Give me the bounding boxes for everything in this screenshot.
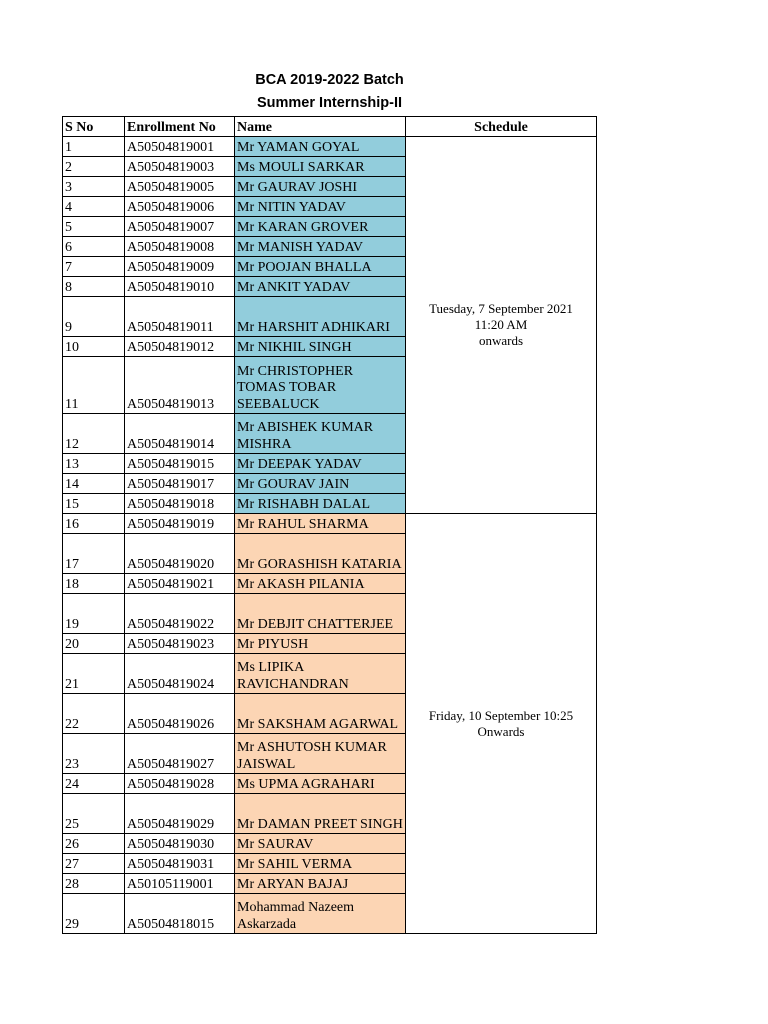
document-title: BCA 2019-2022 Batch [255, 72, 404, 88]
cell-enrollment: A50504819012 [125, 337, 235, 357]
cell-name: Mr AKASH PILANIA [235, 574, 406, 594]
cell-enrollment: A50504819005 [125, 177, 235, 197]
cell-enrollment: A50504819010 [125, 277, 235, 297]
cell-sno: 22 [63, 694, 125, 734]
cell-enrollment: A50504819030 [125, 834, 235, 854]
cell-sno: 14 [63, 474, 125, 494]
cell-name: Ms LIPIKA RAVICHANDRAN [235, 654, 406, 694]
cell-enrollment: A50504819007 [125, 217, 235, 237]
cell-enrollment: A50504819013 [125, 357, 235, 414]
cell-sno: 25 [63, 794, 125, 834]
cell-name: Mohammad Nazeem Askarzada [235, 894, 406, 934]
cell-sno: 24 [63, 774, 125, 794]
header-enrollment: Enrollment No [125, 117, 235, 137]
cell-name: Mr PIYUSH [235, 634, 406, 654]
cell-enrollment: A50504819009 [125, 257, 235, 277]
cell-sno: 16 [63, 514, 125, 534]
cell-enrollment: A50504819027 [125, 734, 235, 774]
cell-name: Mr SAURAV [235, 834, 406, 854]
cell-name: Mr POOJAN BHALLA [235, 257, 406, 277]
cell-enrollment: A50504819003 [125, 157, 235, 177]
cell-sno: 26 [63, 834, 125, 854]
cell-sno: 4 [63, 197, 125, 217]
cell-enrollment: A50504819021 [125, 574, 235, 594]
cell-name: Mr HARSHIT ADHIKARI [235, 297, 406, 337]
cell-name: Mr NITIN YADAV [235, 197, 406, 217]
cell-enrollment: A50105119001 [125, 874, 235, 894]
cell-enrollment: A50504819001 [125, 137, 235, 157]
cell-name: Mr RAHUL SHARMA [235, 514, 406, 534]
cell-name: Ms MOULI SARKAR [235, 157, 406, 177]
cell-enrollment: A50504819006 [125, 197, 235, 217]
cell-enrollment: A50504819015 [125, 454, 235, 474]
cell-name: Mr DEEPAK YADAV [235, 454, 406, 474]
cell-name: Mr GORASHISH KATARIA [235, 534, 406, 574]
cell-sno: 21 [63, 654, 125, 694]
cell-name: Mr ARYAN BAJAJ [235, 874, 406, 894]
cell-enrollment: A50504819026 [125, 694, 235, 734]
cell-name: Mr DAMAN PREET SINGH [235, 794, 406, 834]
cell-enrollment: A50504819031 [125, 854, 235, 874]
document-subtitle: Summer Internship-II [256, 95, 403, 111]
cell-name: Mr GOURAV JAIN [235, 474, 406, 494]
cell-enrollment: A50504819028 [125, 774, 235, 794]
cell-sno: 23 [63, 734, 125, 774]
cell-enrollment: A50504819018 [125, 494, 235, 514]
cell-sno: 12 [63, 414, 125, 454]
cell-enrollment: A50504819008 [125, 237, 235, 257]
cell-sno: 5 [63, 217, 125, 237]
cell-enrollment: A50504819020 [125, 534, 235, 574]
cell-sno: 28 [63, 874, 125, 894]
cell-name: Mr ANKIT YADAV [235, 277, 406, 297]
cell-name: Mr CHRISTOPHER TOMAS TOBAR SEEBALUCK [235, 357, 406, 414]
cell-name: Mr YAMAN GOYAL [235, 137, 406, 157]
table-header-row [63, 117, 597, 137]
cell-enrollment: A50504819024 [125, 654, 235, 694]
schedule-group-2: Friday, 10 September 10:25 Onwards [406, 514, 597, 934]
cell-sno: 6 [63, 237, 125, 257]
cell-name: Mr RISHABH DALAL [235, 494, 406, 514]
header-name: Name [235, 117, 406, 137]
cell-name: Mr DEBJIT CHATTERJEE [235, 594, 406, 634]
cell-sno: 7 [63, 257, 125, 277]
cell-sno: 2 [63, 157, 125, 177]
cell-name: Mr ABISHEK KUMAR MISHRA [235, 414, 406, 454]
cell-enrollment: A50504819011 [125, 297, 235, 337]
cell-enrollment: A50504819023 [125, 634, 235, 654]
cell-sno: 20 [63, 634, 125, 654]
cell-sno: 1 [63, 137, 125, 157]
cell-name: Mr SAHIL VERMA [235, 854, 406, 874]
cell-sno: 3 [63, 177, 125, 197]
cell-sno: 9 [63, 297, 125, 337]
cell-sno: 13 [63, 454, 125, 474]
schedule-group-1: Tuesday, 7 September 2021 11:20 AM onwards [406, 137, 597, 514]
cell-sno: 10 [63, 337, 125, 357]
cell-name: Mr KARAN GROVER [235, 217, 406, 237]
cell-enrollment: A50504819019 [125, 514, 235, 534]
cell-name: Mr GAURAV JOSHI [235, 177, 406, 197]
cell-name: Ms UPMA AGRAHARI [235, 774, 406, 794]
table-body [63, 137, 597, 934]
cell-enrollment: A50504819029 [125, 794, 235, 834]
cell-enrollment: A50504819022 [125, 594, 235, 634]
cell-name: Mr NIKHIL SINGH [235, 337, 406, 357]
cell-enrollment: A50504818015 [125, 894, 235, 934]
cell-sno: 8 [63, 277, 125, 297]
cell-name: Mr SAKSHAM AGARWAL [235, 694, 406, 734]
cell-name: Mr ASHUTOSH KUMAR JAISWAL [235, 734, 406, 774]
cell-sno: 29 [63, 894, 125, 934]
table-row [63, 514, 597, 534]
cell-enrollment: A50504819017 [125, 474, 235, 494]
cell-sno: 15 [63, 494, 125, 514]
cell-sno: 11 [63, 357, 125, 414]
cell-sno: 18 [63, 574, 125, 594]
header-sno: S No [63, 117, 125, 137]
cell-sno: 19 [63, 594, 125, 634]
header-schedule: Schedule [406, 117, 597, 137]
schedule-table [62, 116, 597, 934]
cell-sno: 17 [63, 534, 125, 574]
table-row [63, 137, 597, 157]
cell-sno: 27 [63, 854, 125, 874]
cell-enrollment: A50504819014 [125, 414, 235, 454]
cell-name: Mr MANISH YADAV [235, 237, 406, 257]
